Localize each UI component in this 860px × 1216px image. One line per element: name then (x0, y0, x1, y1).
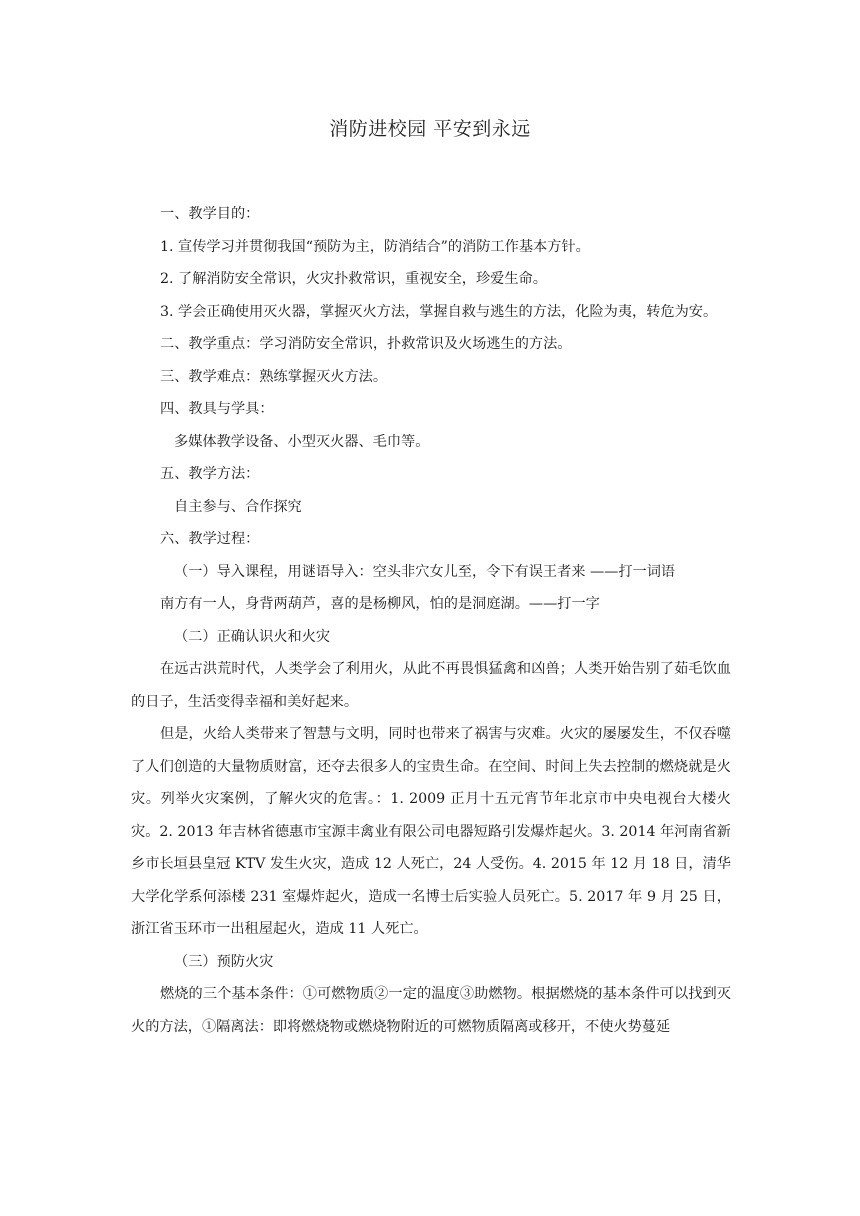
process-intro-riddle-1: （一）导入课程，用谜语导入：空头非穴女儿至，令下有误王者来 ——打一词语 (174, 563, 676, 580)
paragraph-combustion: 燃烧的三个基本条件：①可燃物质②一定的温度③助燃物。根据燃烧的基本条件可以找到灭火的方法，①隔离法：即将燃烧物或燃烧物附近的可燃物质隔离或移开，不使火势蔓延 (131, 986, 731, 1035)
objective-item-1: 1. 宣传学习并贯彻我国“预防为主，防消结合”的消防工作基本方针。 (160, 238, 590, 255)
objective-item-3: 3. 学会正确使用灭火器，掌握灭火方法，掌握自救与逃生的方法，化险为夷，转危为安。 (160, 303, 718, 320)
document-title: 消防进校园 平安到永远 (329, 118, 531, 140)
section-heading-tools: 四、教具与学具： (160, 401, 274, 417)
tools-text: 多媒体教学设备、小型灭火器、毛巾等。 (174, 433, 430, 450)
section-heading-key-points: 二、教学重点：学习消防安全常识，扑救常识及火场逃生的方法。 (160, 336, 572, 352)
section-heading-process: 六、教学过程： (160, 531, 260, 547)
objective-item-2: 2. 了解消防安全常识，火灾扑救常识，重视安全，珍爱生命。 (160, 271, 547, 287)
document-body (131, 198, 731, 1043)
subsection-heading-prevention: （三）预防火灾 (174, 953, 274, 970)
paragraph-history: 在远古洪荒时代，人类学会了利用火，从此不再畏惧猛禽和凶兽；人类开始告别了茹毛饮血的日子，生活变得幸福和美好起来。 (131, 661, 731, 710)
paragraph-fire-cases: 但是，火给人类带来了智慧与文明，同时也带来了祸害与灾难。火灾的屡屡发生，不仅吞噬了人们创造的大量物质财富，还夺去很多人的宝贵生命。在空间、时间上失去控制的燃烧就是火灾。列举火灾案例，了解火灾的危害。：1. 2009 正月十五元宵节年北京市中央电视台大楼火灾。2. 2013 年吉林省德惠市宝源丰禽业有限公司电器短路引发爆炸起火。3. 2014 年河南省新乡市长垣县皇冠 KTV 发生火灾，造成 12 人死亡，24 人受伤。4. 2015 年 12 月 18 日，清华大学化学系何添楼 231 室爆炸起火，造成一名博士后实验人员死亡。5. 2017 年 9 月 25 日，浙江省玉环市一出租屋起火，造成 11 人死亡。 (131, 726, 731, 937)
section-heading-difficulties: 三、教学难点：熟练掌握灭火方法。 (160, 368, 388, 385)
process-intro-riddle-2: 南方有一人，身背两葫芦，喜的是杨柳风，怕的是洞庭湖。——打一字 (160, 596, 600, 612)
section-heading-methods: 五、教学方法： (160, 466, 260, 482)
section-heading-objectives: 一、教学目的： (160, 206, 260, 222)
subsection-heading-fire: （二）正确认识火和火灾 (174, 628, 331, 645)
methods-text: 自主参与、合作探究 (174, 498, 302, 515)
